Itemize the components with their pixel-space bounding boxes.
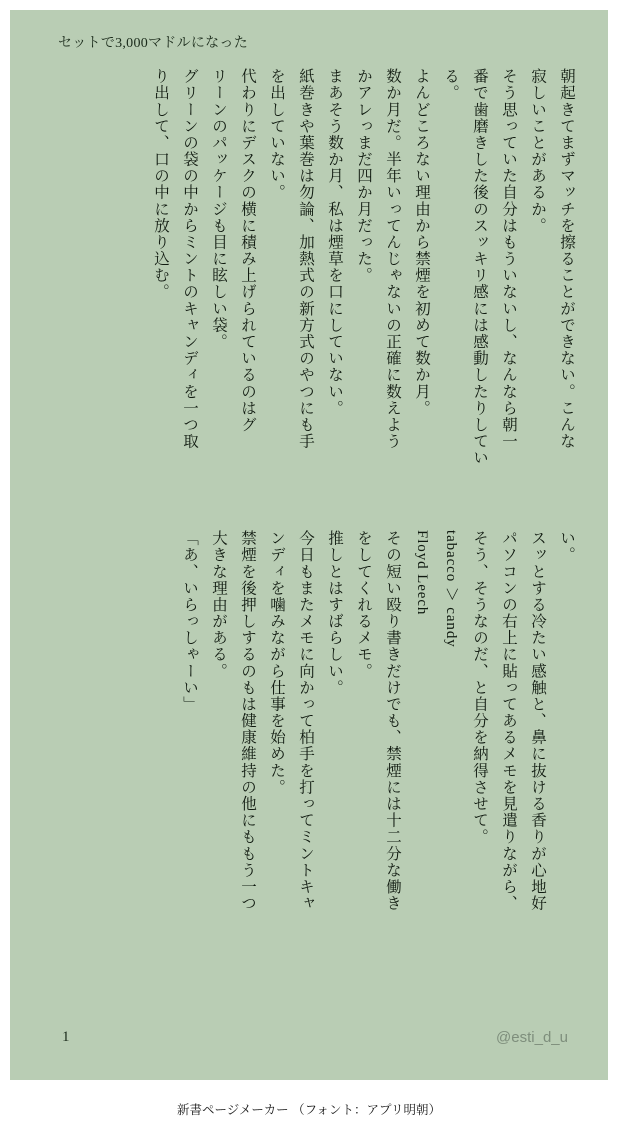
text-column: 紙巻きや葉巻は勿論、加熱式の新方式のやつにも手 <box>297 68 314 450</box>
text-column: 朝起きてまずマッチを擦ることができない。こんな <box>558 68 575 450</box>
text-column: 今日もまたメモに向かって柏手を打ってミントキャ <box>297 530 314 912</box>
novel-sheet <box>10 10 608 1080</box>
text-column: その短い殴り書きだけでも、禁煙には十二分な働き <box>384 530 401 912</box>
text-column: グリーンの袋の中からミントのキャンディを一つ取 <box>181 68 198 450</box>
text-column: 寂しいことがあるか。 <box>529 68 546 234</box>
text-column: を出していない。 <box>268 68 285 201</box>
header-note: セットで3,000マドルになった <box>58 36 248 51</box>
text-column-latin-name: Floyd Leech <box>414 530 430 616</box>
text-columns-lower <box>50 530 574 994</box>
text-column: 禁煙を後押しするのもは健康維持の他にももう一つ <box>239 530 256 912</box>
text-column: スッとする冷たい感触と、鼻に抜ける香りが心地好 <box>529 530 546 912</box>
text-column: ンディを噛みながら仕事を始めた。 <box>268 530 285 796</box>
text-column: をしてくれるメモ。 <box>355 530 372 680</box>
footer-credit: 新書ページメーカー （フォント：アプリ明朝） <box>177 1103 441 1117</box>
text-column: り出して、口の中に放り込む。 <box>152 68 169 301</box>
text-column: 代わりにデスクの横に積み上げられているのはグ <box>239 68 256 433</box>
text-column: かアレっまだ四か月だった。 <box>355 68 372 284</box>
text-column: 数か月だ。半年いってんじゃないの正確に数えよう <box>384 68 401 450</box>
text-column: そう思っていた自分はもういないし、なんなら朝一 <box>500 68 517 450</box>
text-column: よんどころない理由から禁煙を初めて数か月。 <box>413 68 430 417</box>
vertical-text-body-lower <box>50 530 574 994</box>
page-number: 1 <box>62 1029 70 1045</box>
author-handle: @esti_d_u <box>496 1029 568 1046</box>
text-column: そう、そうなのだ、と自分を納得させて。 <box>471 530 488 846</box>
text-column: 大きな理由がある。 <box>210 530 227 680</box>
text-column: 番で歯磨きした後のスッキリ感には感動したりしてい <box>471 68 488 467</box>
text-column-latin-tabacco: tabacco ＞ candy <box>443 530 459 648</box>
text-column: る。 <box>442 68 459 102</box>
text-column: い。 <box>558 530 575 564</box>
text-column: パソコンの右上に貼ってあるメモを見遣りながら、 <box>500 530 517 912</box>
text-column: リーンのパッケージも目に眩しい袋。 <box>210 68 227 350</box>
text-column: まあそう数か月、私は煙草を口にしていない。 <box>326 68 343 417</box>
text-column: 「あ、いらっしゃーい」 <box>181 530 198 713</box>
text-column: 推しとはすばらしい。 <box>326 530 343 696</box>
